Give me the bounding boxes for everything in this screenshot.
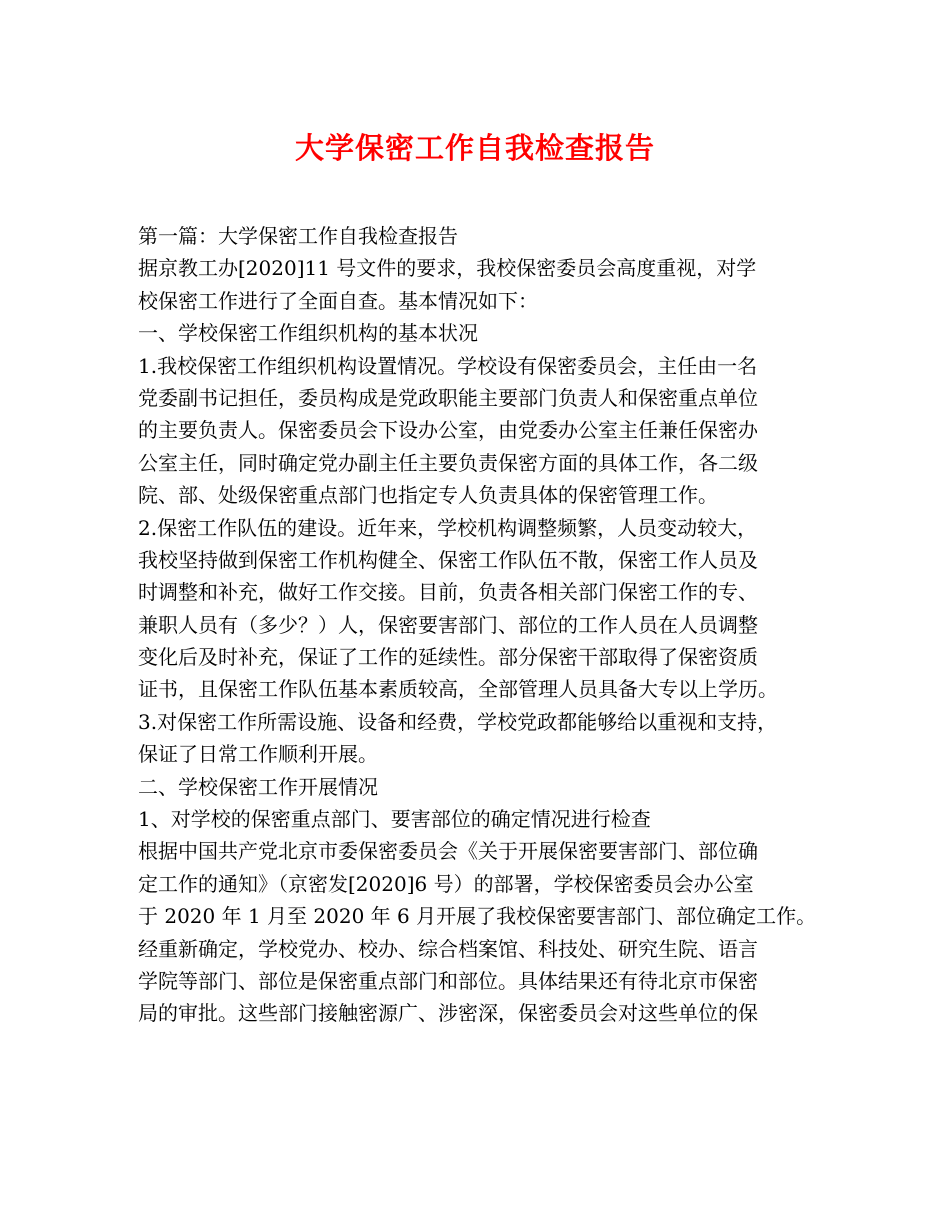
- text-line: 于 2020 年 1 月至 2020 年 6 月开展了我校保密要害部门、部位确定工作。: [138, 904, 817, 929]
- text-line: 一、学校保密工作组织机构的基本状况: [138, 321, 478, 346]
- text-line: 的主要负责人。保密委员会下设办公室，由党委办公室主任兼任保密办: [138, 418, 758, 443]
- text-line: 校保密工作进行了全面自查。基本情况如下：: [138, 288, 538, 313]
- text-line: 2.保密工作队伍的建设。近年来，学校机构调整频繁，人员变动较大，: [138, 515, 758, 540]
- text-line: 保证了日常工作顺利开展。: [138, 742, 378, 767]
- text-line: 3.对保密工作所需设施、设备和经费，学校党政都能够给以重视和支持，: [138, 709, 778, 734]
- text-line: 二、学校保密工作开展情况: [138, 774, 378, 799]
- text-line: 第一篇：大学保密工作自我检查报告: [138, 224, 458, 248]
- text-line: 党委副书记担任，委员构成是党政职能主要部门负责人和保密重点单位: [138, 385, 758, 410]
- text-line: 兼职人员有（多少？）人，保密要害部门、部位的工作人员在人员调整: [138, 612, 758, 637]
- text-line: 公室主任，同时确定党办副主任主要负责保密方面的具体工作，各二级: [138, 450, 758, 475]
- text-line: 局的审批。这些部门接触密源广、涉密深，保密委员会对这些单位的保: [138, 1001, 758, 1026]
- text-line: 1、对学校的保密重点部门、要害部位的确定情况进行检查: [138, 807, 651, 832]
- text-line: 1.我校保密工作组织机构设置情况。学校设有保密委员会，主任由一名: [138, 353, 758, 378]
- document-body: [138, 220, 828, 1030]
- text-line: 根据中国共产党北京市委保密委员会《关于开展保密要害部门、部位确: [138, 839, 758, 864]
- text-line: 变化后及时补充，保证了工作的延续性。部分保密干部取得了保密资质: [138, 645, 758, 670]
- text-line: 定工作的通知》（京密发[2020]6 号）的部署，学校保密委员会办公室: [138, 871, 754, 896]
- document-title: 大学保密工作自我检查报告: [294, 131, 655, 165]
- text-line: 经重新确定，学校党办、校办、综合档案馆、科技处、研究生院、语言: [138, 936, 758, 961]
- text-line: 学院等部门、部位是保密重点部门和部位。具体结果还有待北京市保密: [138, 968, 758, 993]
- text-line: 院、部、处级保密重点部门也指定专人负责具体的保密管理工作。: [138, 483, 718, 508]
- text-line: 据京教工办[2020]11 号文件的要求，我校保密委员会高度重视，对学: [138, 256, 757, 281]
- text-line: 证书，且保密工作队伍基本素质较高，全部管理人员具备大专以上学历。: [138, 677, 778, 702]
- text-line: 我校坚持做到保密工作机构健全、保密工作队伍不散，保密工作人员及: [138, 547, 758, 572]
- text-line: 时调整和补充，做好工作交接。目前，负责各相关部门保密工作的专、: [138, 580, 758, 605]
